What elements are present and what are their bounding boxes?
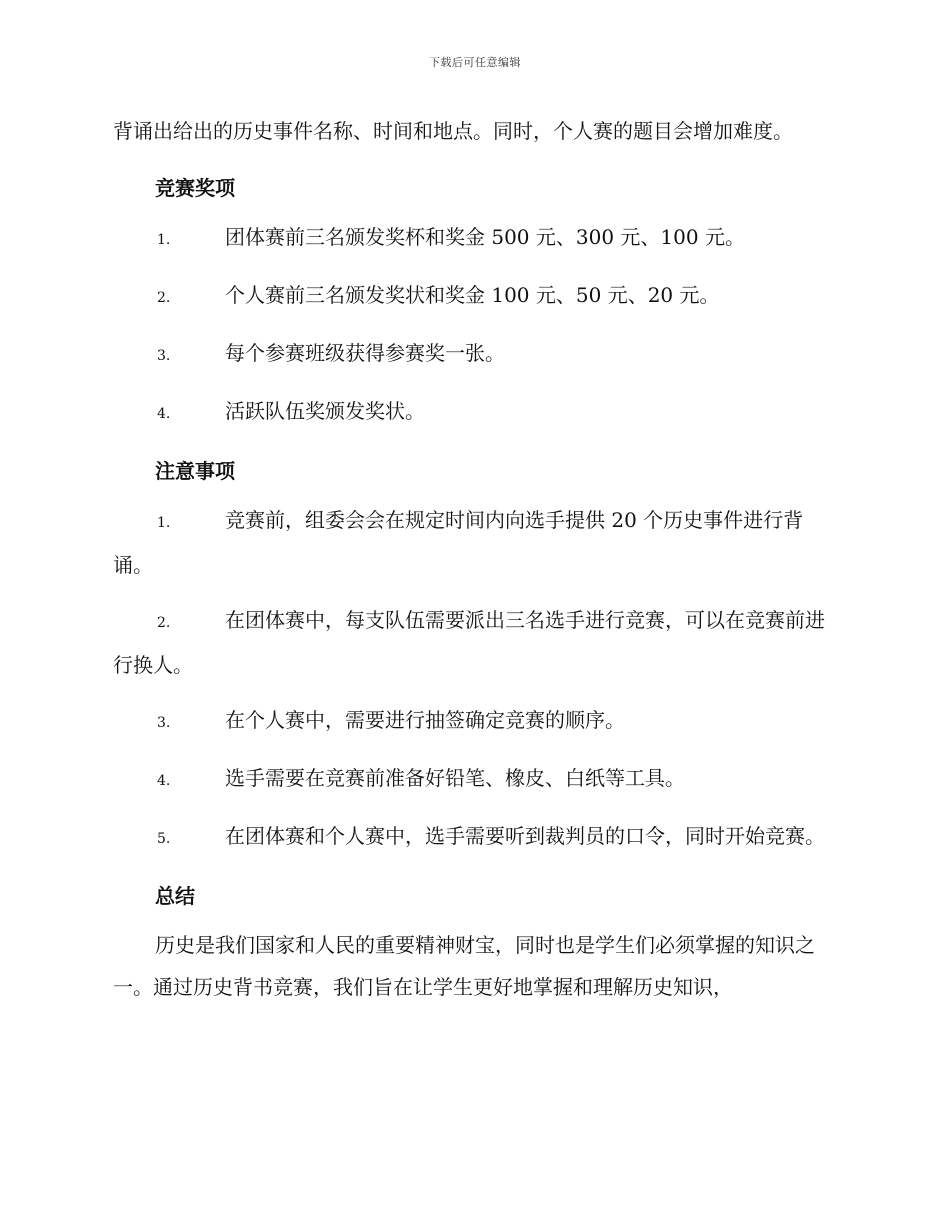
notes-item-3	[113, 699, 835, 744]
list-number: 3.	[157, 715, 171, 731]
awards-heading: 竞赛奖项	[155, 176, 235, 200]
document-body	[113, 110, 835, 1008]
notes-item-4	[113, 757, 835, 802]
summary-heading: 总结	[155, 884, 195, 908]
list-number: 2.	[157, 290, 171, 306]
list-number: 5.	[157, 831, 171, 847]
list-number: 1.	[157, 232, 171, 248]
intro-paragraph: 背诵出给出的历史事件名称、时间和地点。同时，个人赛的题目会增加难度。	[113, 119, 793, 143]
notes-item-5	[113, 815, 835, 860]
list-text: 团体赛前三名颁发奖杯和奖金 500 元、300 元、100 元。	[225, 225, 745, 249]
list-text: 在团体赛中，每支队伍需要派出三名选手进行竞赛，可以在竞赛前进行换人。	[113, 608, 825, 677]
list-number: 4.	[157, 773, 171, 789]
list-text: 在个人赛中，需要进行抽签确定竞赛的顺序。	[225, 708, 625, 732]
awards-item-1	[113, 216, 835, 261]
awards-item-3	[113, 332, 835, 377]
awards-item-2	[113, 274, 835, 319]
list-number: 3.	[157, 348, 171, 364]
notes-item-1	[113, 499, 835, 586]
list-text: 在团体赛和个人赛中，选手需要听到裁判员的口令，同时开始竞赛。	[225, 824, 825, 848]
list-text: 竞赛前，组委会会在规定时间内向选手提供 20 个历史事件进行背诵。	[113, 508, 804, 577]
list-number: 2.	[157, 615, 171, 631]
summary-paragraph: 历史是我们国家和人民的重要精神财宝，同时也是学生们必须掌握的知识之一。通过历史背书竞赛，我们旨在让学生更好地掌握和理解历史知识，	[113, 933, 815, 999]
list-text: 个人赛前三名颁发奖状和奖金 100 元、50 元、20 元。	[225, 283, 720, 307]
list-number: 4.	[157, 406, 171, 422]
awards-item-4	[113, 390, 835, 435]
list-text: 活跃队伍奖颁发奖状。	[225, 399, 425, 423]
notes-heading: 注意事项	[155, 459, 235, 483]
notes-item-2	[113, 599, 835, 686]
list-text: 选手需要在竞赛前准备好铅笔、橡皮、白纸等工具。	[225, 766, 685, 790]
page-header: 下载后可任意编辑	[429, 56, 521, 69]
list-text: 每个参赛班级获得参赛奖一张。	[225, 341, 505, 365]
list-number: 1.	[157, 515, 171, 531]
